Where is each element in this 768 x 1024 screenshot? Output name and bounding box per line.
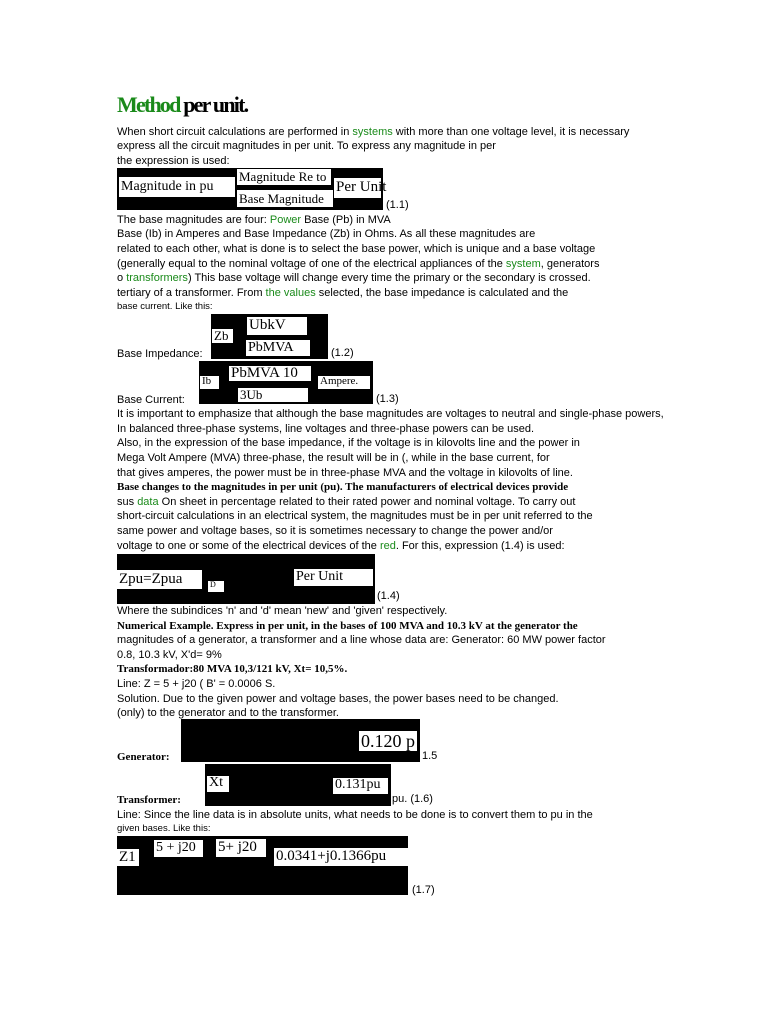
- equation-number: (1.4): [377, 590, 400, 602]
- equation-label: Base Impedance:: [117, 348, 203, 360]
- equation-number: (1.3): [376, 393, 399, 405]
- red-link[interactable]: red: [379, 540, 396, 552]
- text-line: base current. Like this:: [117, 301, 213, 312]
- eq-numerator: PbMVA 10: [229, 366, 311, 381]
- eq-lhs: Xt: [207, 776, 229, 792]
- eq-value: 0.0341+j0.1366pu: [274, 848, 408, 866]
- text-line: the expression is used:: [117, 155, 230, 167]
- text-line: 0.8, 10.3 kV, X'd= 9%: [117, 649, 222, 661]
- text-line: tertiary of a transformer. From the values selected, the base impedance is calculated and the: [117, 287, 569, 299]
- eq-lhs: Zb: [212, 329, 233, 343]
- equation-number: (1.2): [331, 347, 354, 359]
- power-link[interactable]: Power: [269, 214, 302, 226]
- text-line: magnitudes of a generator, a transformer and a line whose data are: Generator: 60 MW power factor: [117, 634, 606, 646]
- equation-number: (1.1): [386, 199, 409, 211]
- system-link[interactable]: system: [505, 258, 541, 270]
- eq-term-a: 5 + j20: [154, 840, 203, 857]
- eq-subscript: D: [208, 581, 224, 592]
- eq-denominator: Base Magnitude: [237, 190, 333, 207]
- text-line: (generally equal to the nominal voltage of one of the electrical appliances of the system, generators: [117, 258, 600, 270]
- text-line: When short circuit calculations are performed in systems with more than one voltage level, it is necessary: [117, 126, 630, 138]
- the-values-link[interactable]: the values: [265, 287, 316, 299]
- text-line: Line: Since the line data is in absolute units, what needs to be done is to convert them to pu in the: [117, 809, 593, 821]
- text-line: same power and voltage bases, so it is sometimes necessary to change the power and/or: [117, 525, 553, 537]
- equation-number: pu. (1.6): [392, 793, 433, 805]
- eq-lhs: Ib: [200, 376, 219, 389]
- text-line: (only) to the generator and to the transformer.: [117, 707, 339, 719]
- equation-label: Transformer:: [117, 794, 181, 806]
- text-line: Where the subindices 'n' and 'd' mean 'new' and 'given' respectively.: [117, 605, 448, 617]
- eq-lhs: Magnitude in pu: [119, 177, 235, 197]
- example-heading: Numerical Example. Express in per unit, in the bases of 100 MVA and 10.3 kV at the generator the: [117, 620, 578, 632]
- text-line: Line: Z = 5 + j20 ( B' = 0.0006 S.: [117, 678, 276, 690]
- text-line: It is important to emphasize that although the base magnitudes are voltages to neutral and single-phase powers,: [117, 408, 664, 420]
- text-line: Mega Volt Ampere (MVA) three-phase, the result will be in (, while in the base current, for: [117, 452, 550, 464]
- equation-label: Base Current:: [117, 394, 185, 406]
- equation-label: Generator:: [117, 751, 170, 763]
- text-line: Also, in the expression of the base impedance, if the voltage is in kilovolts line and the power in: [117, 437, 580, 449]
- section-heading: Base changes to the magnitudes in per unit (pu). The manufacturers of electrical devices provide: [117, 481, 569, 493]
- equation-number: 1.5: [422, 750, 438, 762]
- page-title: Method per unit.: [117, 92, 248, 117]
- text-line: that gives amperes, the power must be in three-phase MVA and the voltage in kilovolts of line.: [117, 467, 573, 479]
- text-line: short-circuit calculations in an electrical system, the magnitudes must be in per unit referred to the: [117, 510, 593, 522]
- equation-number: (1.7): [412, 884, 435, 896]
- text-line: given bases. Like this:: [117, 823, 211, 834]
- eq-lhs: Zpu=Zpua: [117, 570, 202, 589]
- text-line: sus data On sheet in percentage related to their rated power and nominal voltage. To carry out: [117, 496, 576, 508]
- text-line: In balanced three-phase systems, line voltages and three-phase powers can be used.: [117, 423, 535, 435]
- text-line: express all the circuit magnitudes in per unit. To express any magnitude in per: [117, 140, 496, 152]
- eq-numerator: Magnitude Re to: [237, 169, 331, 185]
- eq-unit: Ampere.: [318, 376, 370, 389]
- eq-term-b: 5+ j20: [216, 839, 266, 857]
- eq-value: 0.131pu: [333, 778, 388, 794]
- text-line: Solution. Due to the given power and voltage bases, the power bases need to be changed.: [117, 693, 559, 705]
- eq-rhs: Per Unit: [334, 178, 381, 198]
- transformers-link[interactable]: transformers: [126, 272, 188, 284]
- eq-rhs: Per Unit: [294, 569, 373, 586]
- text-line: voltage to one or some of the electrical devices of the red. For this, expression (1.4) is used:: [117, 540, 565, 552]
- systems-link[interactable]: systems: [352, 126, 393, 138]
- text-line: related to each other, what is done is to select the base power, which is unique and a base voltage: [117, 243, 596, 255]
- data-link[interactable]: data: [137, 496, 159, 508]
- eq-numerator: UbkV: [247, 317, 307, 335]
- text-line: Transformador:80 MVA 10,3/121 kV, Xt= 10,5%.: [117, 663, 348, 675]
- text-line: Base (Ib) in Amperes and Base Impedance (Zb) in Ohms. As all these magnitudes are: [117, 228, 536, 240]
- text-line: o transformers) This base voltage will change every time the primary or the secondary is crossed.: [117, 272, 591, 284]
- eq-lhs: Z1: [117, 849, 139, 866]
- eq-value: 0.120 p: [361, 731, 415, 751]
- eq-denominator: PbMVA: [246, 340, 310, 356]
- text-line: The base magnitudes are four: Power Base (Pb) in MVA: [117, 214, 391, 226]
- eq-denominator: 3Ub: [238, 388, 308, 402]
